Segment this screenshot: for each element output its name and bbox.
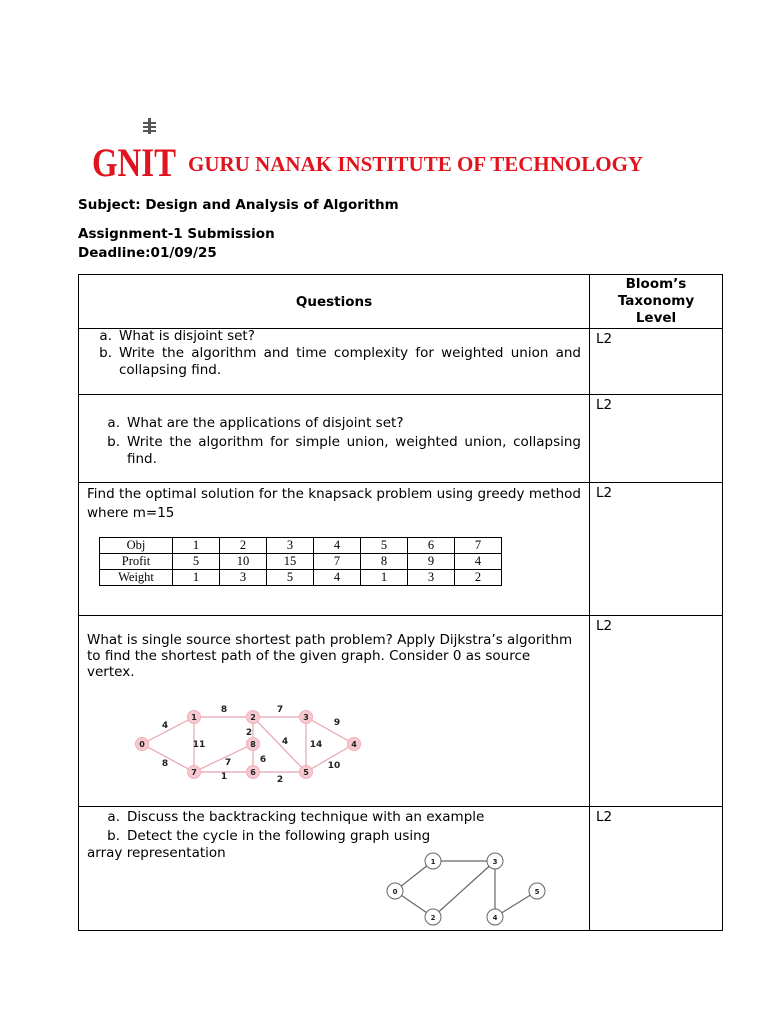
knapsack-cell: 1 — [361, 570, 408, 586]
knapsack-row — [100, 538, 502, 554]
edge-weight: 14 — [309, 740, 323, 750]
node-label: 4 — [492, 914, 498, 922]
knapsack-cell: 3 — [267, 538, 314, 554]
list-item — [97, 434, 581, 468]
edge-weight: 8 — [220, 705, 228, 715]
question-list — [97, 809, 581, 845]
question-list — [89, 328, 581, 379]
list-item — [97, 828, 581, 845]
knapsack-cell: 4 — [314, 538, 361, 554]
bloom-level: L2 — [590, 616, 723, 807]
node-label: 0 — [392, 888, 398, 896]
edge-weight: 2 — [245, 728, 253, 738]
node-label: 8 — [250, 740, 256, 749]
logo-emblem — [143, 118, 156, 134]
table-row — [79, 483, 723, 616]
edge-weight: 7 — [276, 705, 284, 715]
edge-weight: 10 — [327, 761, 341, 771]
bloom-level: L2 — [590, 395, 723, 483]
knapsack-row — [100, 570, 502, 586]
item-text: What are the applications of disjoint set? — [127, 415, 404, 431]
question-cell — [79, 483, 590, 616]
deadline-line: Deadline:01/09/25 — [78, 245, 217, 261]
item-text: Write the algorithm for simple union, weighted union, collapsing find. — [127, 434, 581, 467]
assignment-line: Assignment-1 Submission — [78, 226, 275, 242]
knapsack-cell: 5 — [361, 538, 408, 554]
list-item — [97, 809, 581, 826]
knapsack-cell: 4 — [455, 554, 502, 570]
node-label: 6 — [250, 768, 256, 777]
item-text: Detect the cycle in the following graph using — [127, 828, 431, 844]
question-list — [97, 415, 581, 468]
edge-weight: 6 — [259, 755, 267, 765]
node-label: 2 — [430, 914, 436, 922]
node-label: 0 — [139, 740, 145, 749]
gnit-logo — [92, 118, 178, 185]
knapsack-cell: 2 — [455, 570, 502, 586]
node-label: 3 — [303, 713, 309, 722]
item-text: Discuss the backtracking technique with an example — [127, 809, 485, 825]
bloom-header: Bloom’s Taxonomy Level — [590, 275, 723, 329]
knapsack-cell: 5 — [173, 554, 220, 570]
logo-text: GNIT — [92, 140, 177, 185]
item-marker: a. — [107, 415, 120, 431]
weighted-graph — [127, 700, 367, 792]
node-label: 1 — [191, 713, 197, 722]
header — [92, 118, 692, 185]
edge-weight: 8 — [161, 759, 169, 769]
question-cell — [79, 616, 590, 807]
table-row — [79, 395, 723, 483]
knapsack-cell: 2 — [220, 538, 267, 554]
knapsack-row-label: Obj — [100, 538, 173, 554]
knapsack-table — [99, 537, 502, 586]
edge-weight: 7 — [224, 758, 232, 768]
item-text: What is disjoint set? — [119, 328, 255, 344]
bloom-level: L2 — [590, 329, 723, 395]
edge-weight: 4 — [281, 737, 289, 747]
item-marker: a. — [107, 809, 120, 825]
table-header-row — [79, 275, 723, 329]
questions-header: Questions — [79, 275, 590, 329]
knapsack-row — [100, 554, 502, 570]
knapsack-cell: 5 — [267, 570, 314, 586]
item-marker: a. — [99, 328, 112, 344]
knapsack-row-label: Weight — [100, 570, 173, 586]
graph-edge — [433, 861, 495, 917]
node-label: 5 — [534, 888, 540, 896]
knapsack-cell: 4 — [314, 570, 361, 586]
edge-weight: 9 — [333, 718, 341, 728]
node-label: 7 — [191, 768, 197, 777]
knapsack-cell: 9 — [408, 554, 455, 570]
knapsack-cell: 8 — [361, 554, 408, 570]
cycle-graph — [381, 845, 561, 925]
knapsack-cell: 7 — [455, 538, 502, 554]
bloom-level: L2 — [590, 483, 723, 616]
knapsack-cell: 15 — [267, 554, 314, 570]
institute-name: GURU NANAK INSTITUTE OF TECHNOLOGY — [188, 152, 644, 176]
list-item — [89, 345, 581, 379]
knapsack-cell: 7 — [314, 554, 361, 570]
list-item — [97, 415, 581, 432]
dijkstra-question: What is single source shortest path problem? Apply Dijkstra’s algorithm to find the shortest path of the given graph. Consider 0 as source vertex. — [87, 632, 573, 680]
item-marker: b. — [107, 434, 120, 450]
edge-weight: 4 — [161, 721, 169, 731]
bloom-level: L2 — [590, 807, 723, 931]
knapsack-cell: 3 — [220, 570, 267, 586]
knapsack-cell: 6 — [408, 538, 455, 554]
questions-table — [78, 274, 723, 931]
edge-weight: 2 — [276, 775, 284, 785]
knapsack-cell: 1 — [173, 538, 220, 554]
question-cell — [79, 329, 590, 395]
question-cell — [79, 395, 590, 483]
edge-weight: 1 — [220, 772, 228, 782]
node-label: 1 — [430, 858, 436, 866]
node-label: 3 — [492, 858, 498, 866]
knapsack-question: Find the optimal solution for the knapsack problem using greedy method where m=15 — [87, 486, 581, 521]
subject-line: Subject: Design and Analysis of Algorithm — [78, 197, 399, 213]
question-cell — [79, 807, 590, 931]
item-text: Write the algorithm and time complexity for weighted union and collapsing find. — [119, 345, 581, 378]
tail-text: array representation — [87, 845, 226, 861]
knapsack-row-label: Profit — [100, 554, 173, 570]
table-row — [79, 807, 723, 931]
knapsack-cell: 10 — [220, 554, 267, 570]
node-label: 5 — [303, 768, 309, 777]
table-row — [79, 329, 723, 395]
knapsack-cell: 3 — [408, 570, 455, 586]
edge-weight: 11 — [192, 740, 206, 750]
item-marker: b. — [99, 345, 112, 361]
node-label: 2 — [250, 713, 256, 722]
node-label: 4 — [351, 740, 357, 749]
table-row — [79, 616, 723, 807]
knapsack-cell: 1 — [173, 570, 220, 586]
list-item — [89, 328, 581, 345]
item-marker: b. — [107, 828, 120, 844]
